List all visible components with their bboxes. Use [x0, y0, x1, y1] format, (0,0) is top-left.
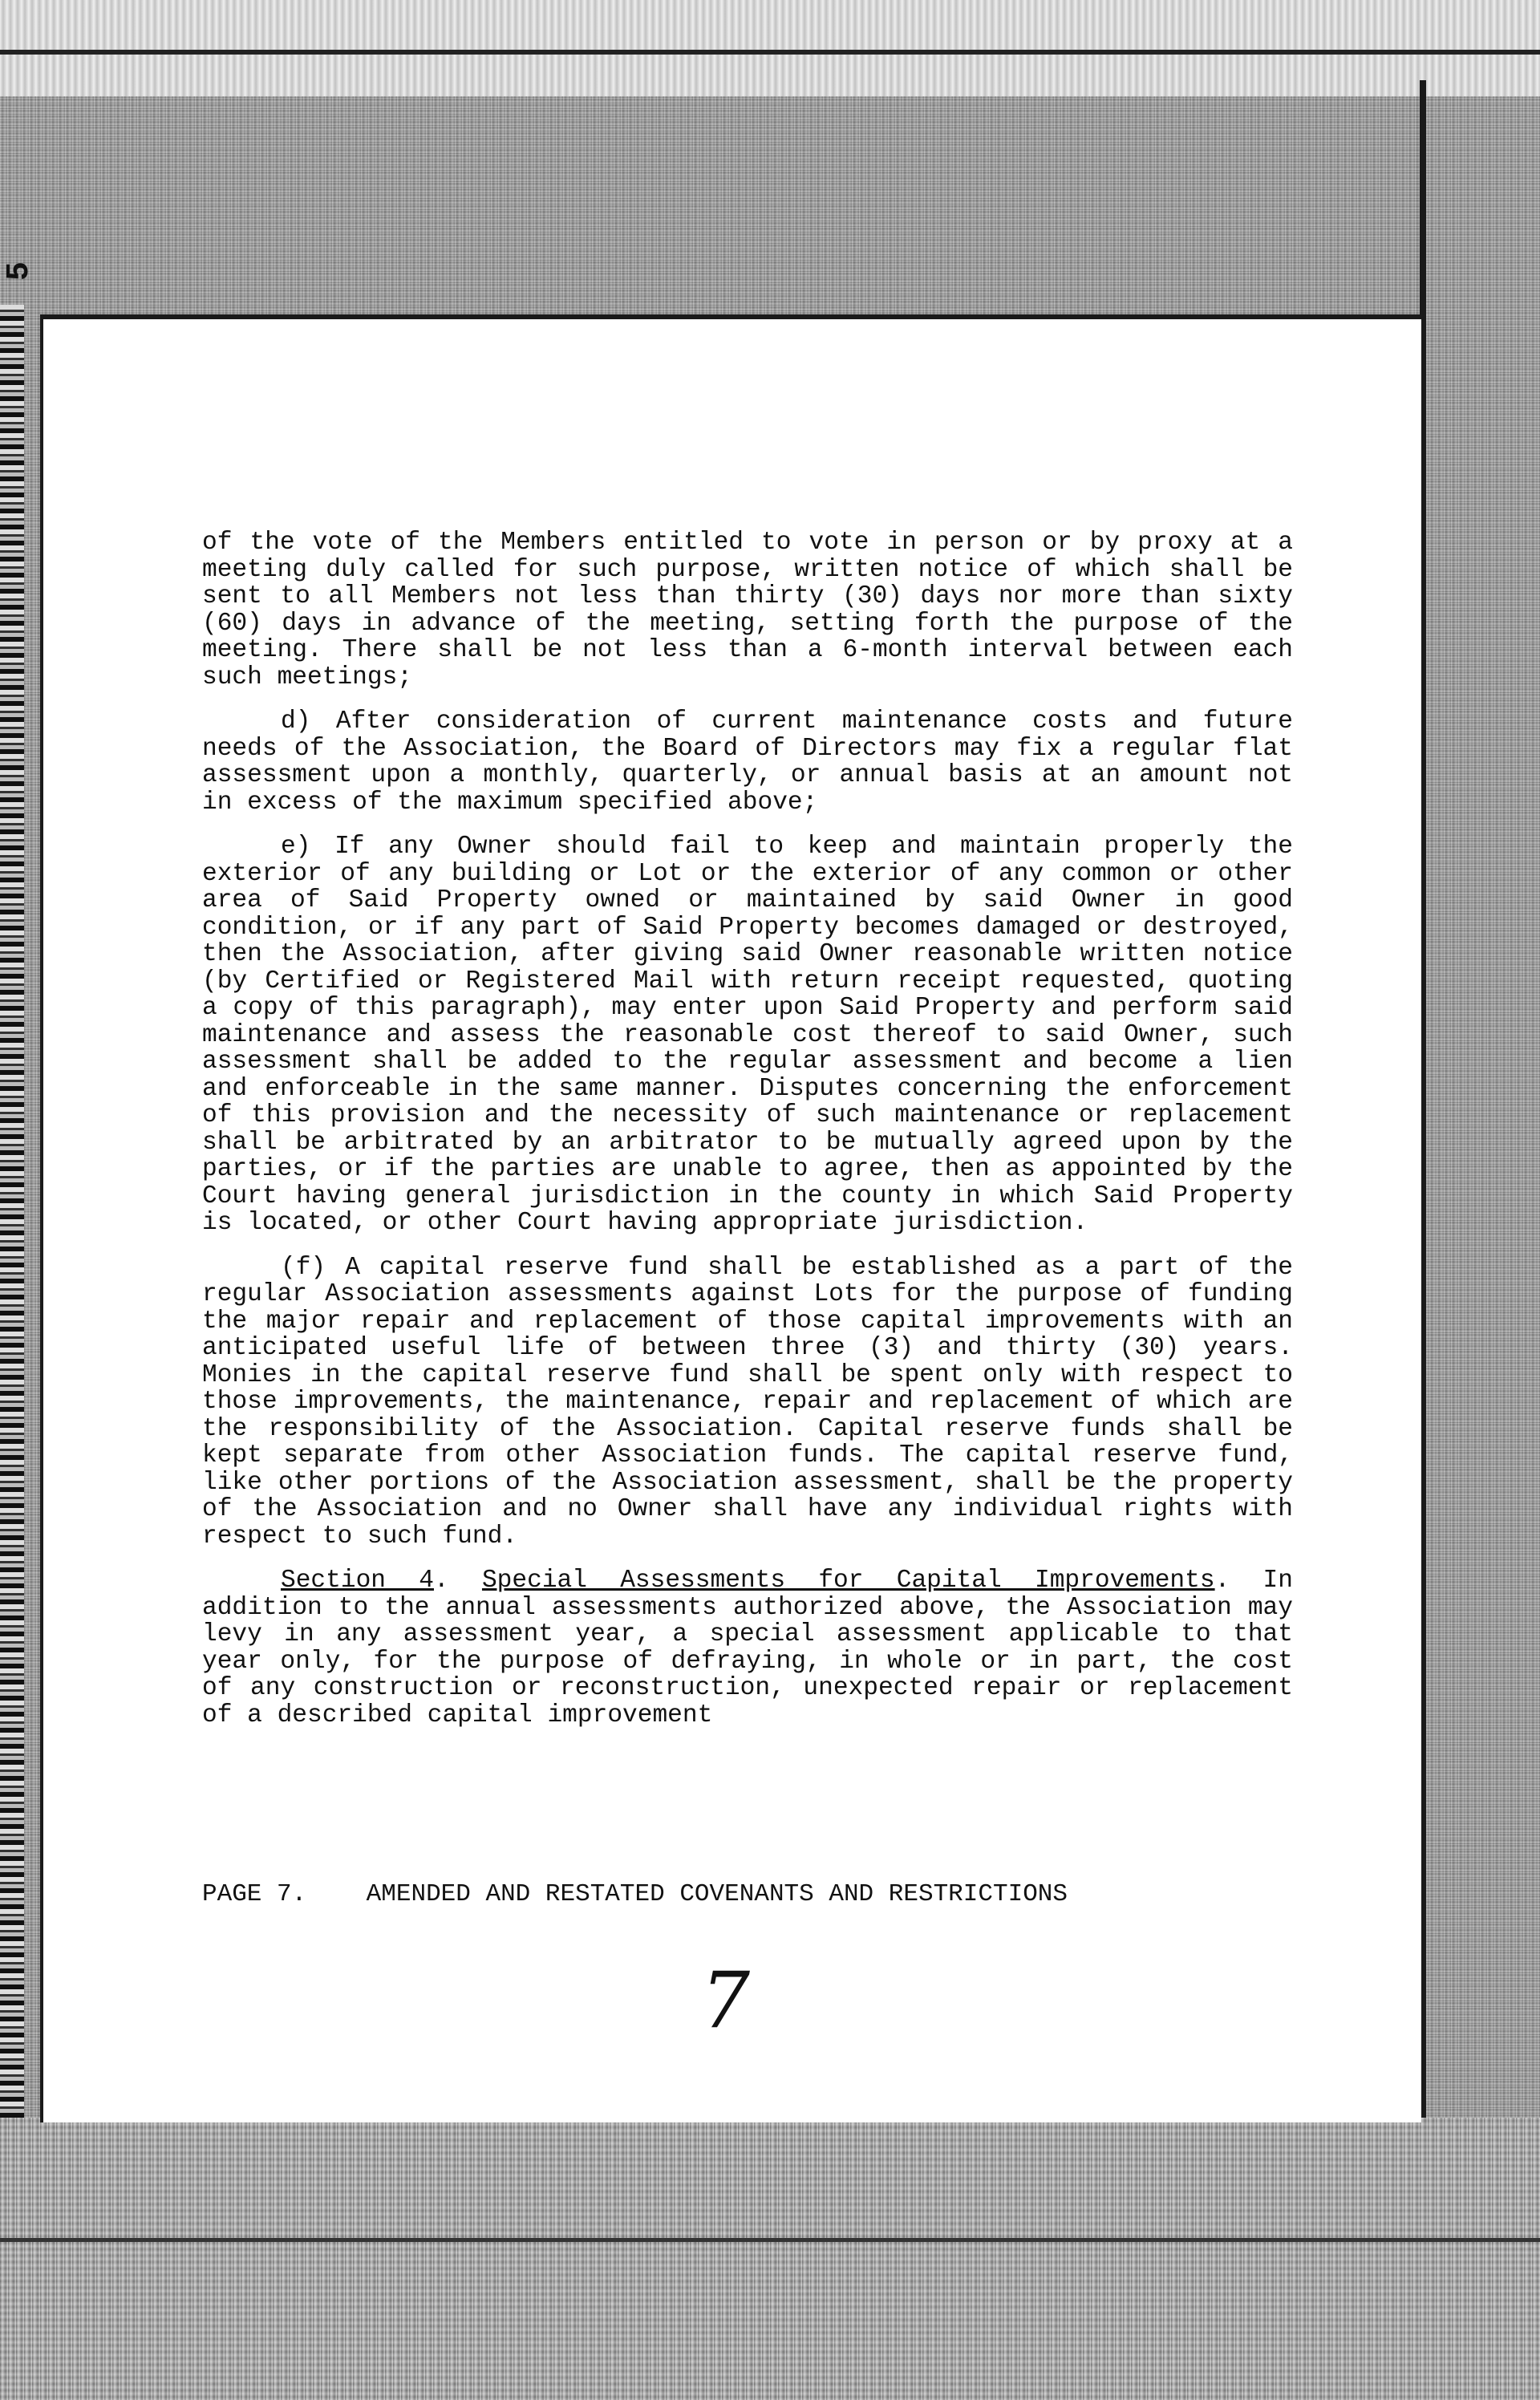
scan-bottom-border — [0, 2118, 1540, 2400]
footer-document-title: AMENDED AND RESTATED COVENANTS AND RESTRICTIONS — [366, 1880, 1068, 1908]
handwritten-page-number: 7 — [701, 1956, 751, 2045]
scan-left-edge — [0, 305, 24, 2150]
paragraph-vote-continuation: of the vote of the Members entitled to vote in person or by proxy at a meeting duly called for such purpose, written notice of which shall be sent to all Members not less than thirty (30) days nor more than sixty (60) days in advance of the meeting, setting forth the purpose of the meeting. There shall be not less than a 6-month interval between each such meetings; — [202, 529, 1293, 691]
scan-bottom-rule — [0, 2238, 1540, 2242]
section-4-body: . In addition to the annual assessments authorized above, the Association may levy in any assessment year, a special assessment applicable to that year only, for the purpose of defraying, in whole or in part, the cost of any construction or reconstruction, unexpected repair or replacement of a described capital improvement — [202, 1567, 1293, 1729]
scan-top-border — [0, 0, 1540, 96]
paragraph-f-capital-reserve: (f) A capital reserve fund shall be established as a part of the regular Association assessments against Lots for the purpose of funding the major repair and replacement of those capital improvements with an anticipated useful life of between three (3) and thirty (30) years. Monies in the capital reserve fund shall be spent only with respect to those improvements, the maintenance, repair and replacement of which are the responsibility of the Association. Capital reserve funds shall be kept separate from other Association funds. The capital reserve fund, like other portions of the Association assessment, shall be the property of the Association and no Owner shall have any individual rights with respect to such fund. — [202, 1253, 1293, 1551]
paragraph-section-4 — [202, 1567, 1293, 1729]
document-body — [202, 529, 1293, 1729]
footer-page-label: PAGE 7. — [202, 1880, 307, 1908]
side-margin-mark: 5 — [2, 261, 38, 281]
section-4-title: Special Assessments for Capital Improvements — [481, 1567, 1215, 1595]
document-page — [40, 314, 1421, 2122]
section-4-label: Section 4 — [281, 1567, 434, 1595]
page-footer — [202, 1880, 1068, 1908]
paragraph-e-owner-maintenance: e) If any Owner should fail to keep and maintain properly the exterior of any building or Lot or the exterior of any common or other area of Said Property owned or maintained by said Owner in good condition, or if any part of Said Property becomes damaged or destroyed, then the Association, after giving said Owner reasonable written notice (by Certified or Registered Mail with return receipt requested, quoting a copy of this paragraph), may enter upon Said Property and perform said maintenance and assess the reasonable cost thereof to said Owner, such assessment shall be added to the regular assessment and become a lien and enforceable in the same manner. Disputes concerning the enforcement of this provision and the necessity of such maintenance or replacement shall be arbitrated by an arbitrator to be mutually agreed upon by the parties, or if the parties are unable to agree, then as appointed by the Court having general jurisdiction in the county in which Said Property is located, or other Court having appropriate jurisdiction. — [202, 833, 1293, 1237]
paragraph-d-flat-assessment: d) After consideration of current maintenance costs and future needs of the Association, the Board of Directors may fix a regular flat assessment upon a monthly, quarterly, or annual basis at an amount not in excess of the maximum specified above; — [202, 707, 1293, 817]
scan-top-rule — [0, 50, 1540, 55]
section-4-separator: . — [433, 1567, 482, 1595]
